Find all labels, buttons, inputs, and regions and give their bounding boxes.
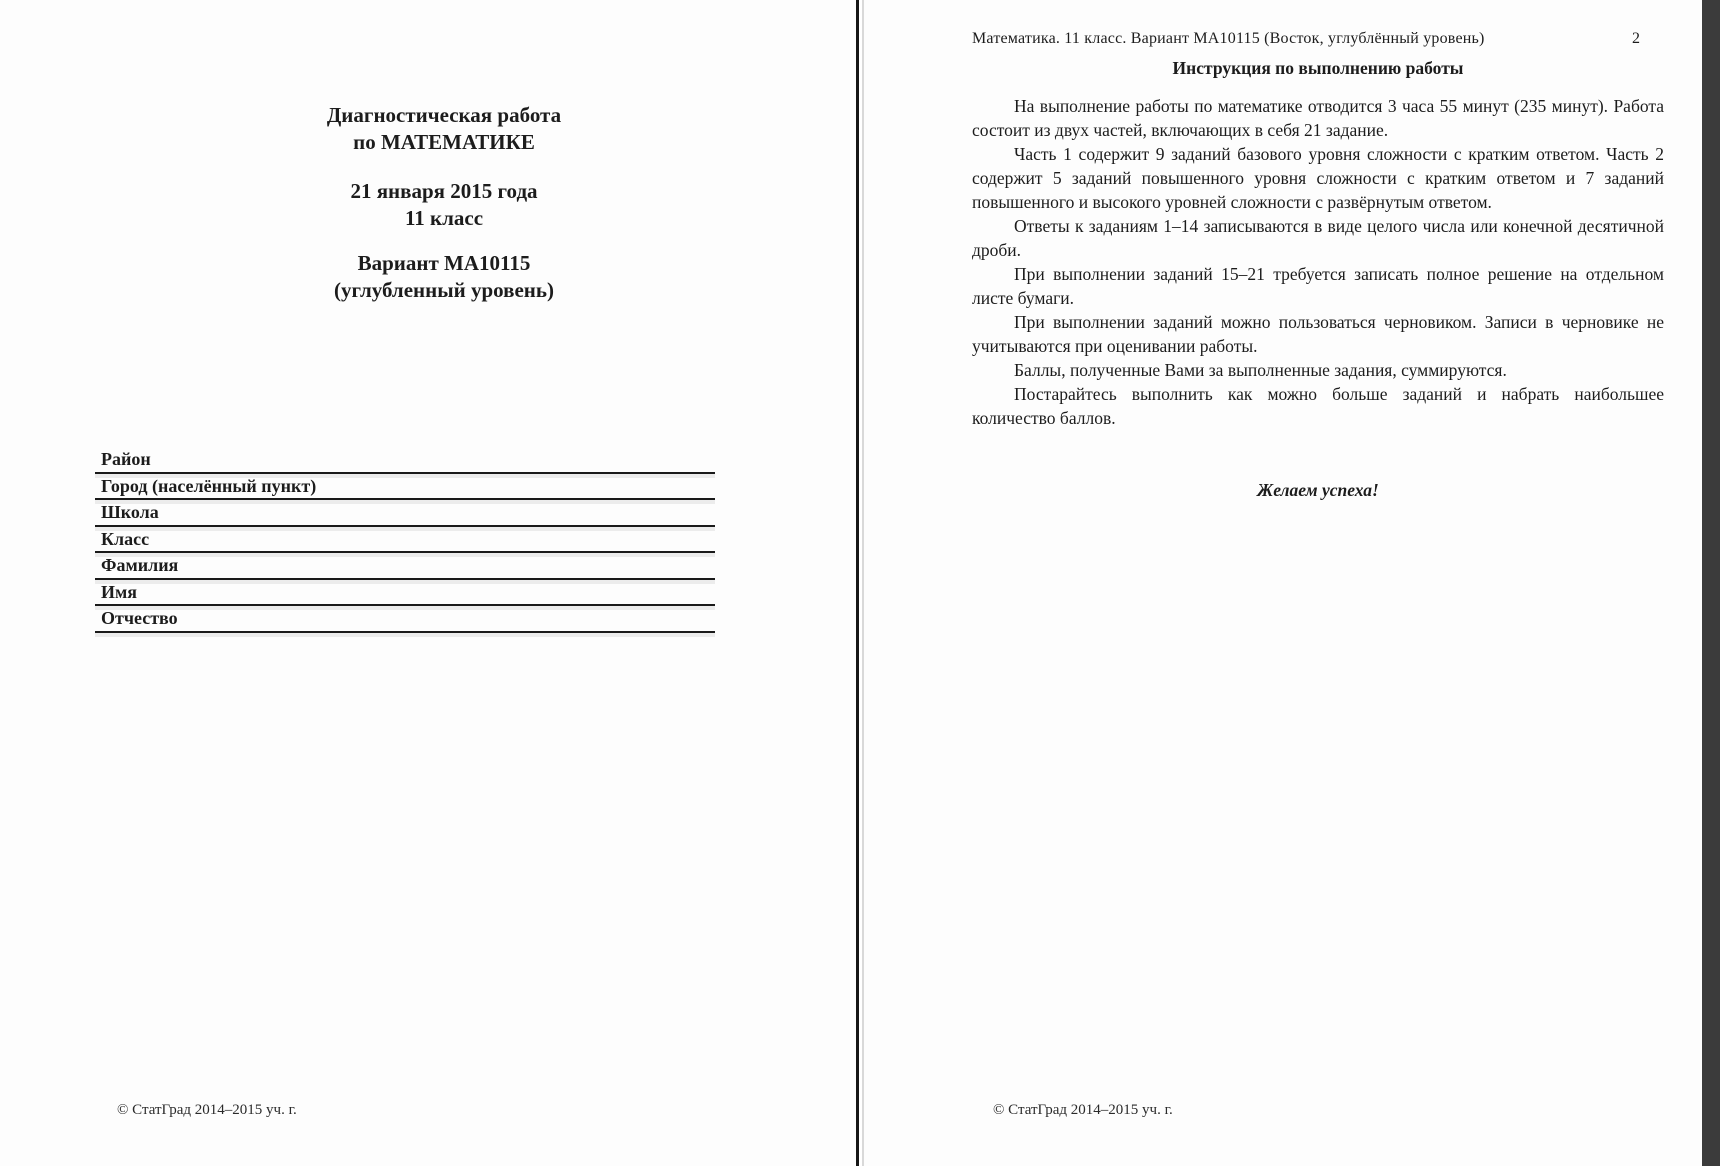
student-info-form [95, 447, 715, 633]
doc-title-line-2: по МАТЕМАТИКЕ [353, 130, 535, 154]
variant-number: Вариант МА10115 [357, 251, 531, 275]
form-field-label: Фамилия [101, 555, 179, 575]
form-field-class [95, 527, 715, 554]
right-edge-strip [1702, 0, 1720, 1166]
form-field-label: Город (населённый пункт) [101, 475, 317, 496]
form-field-label: Школа [101, 502, 159, 522]
form-field-label: Класс [101, 528, 150, 549]
success-wish: Желаем успеха! [1257, 480, 1379, 500]
doc-title-line-1: Диагностическая работа [326, 103, 562, 127]
document-page-right [864, 0, 1702, 1166]
instruction-paragraph: На выполнение работы по математике отводится 3 часа 55 минут (235 минут). Работа состоит из двух частей, включающих в себя 21 задание. [972, 96, 1664, 140]
form-field-label: Отчество [101, 608, 178, 628]
page-divider-line [856, 0, 859, 1166]
form-field-surname [95, 553, 715, 580]
form-field-label: Имя [101, 581, 137, 602]
instructions-title: Инструкция по выполнению работы [1172, 58, 1464, 78]
form-field-city [95, 474, 715, 501]
form-field-label: Район [101, 449, 151, 469]
instructions-body [972, 94, 1664, 430]
exam-date: 21 января 2015 года [350, 179, 538, 203]
spacer [144, 232, 744, 250]
instruction-paragraph: Часть 1 содержит 9 заданий базового уровня сложности с кратким ответом. Часть 2 содержит 5 заданий повышенного уровня сложности с кратким ответом и 7 заданий повышенного и высокого уровней сложности с развёрнутым ответом. [972, 144, 1664, 212]
instruction-paragraph: Ответы к заданиям 1–14 записываются в виде целого числа или конечной десятичной дроби. [972, 216, 1664, 260]
instruction-paragraph: Постарайтесь выполнить как можно больше заданий и набрать наибольшее количество баллов. [972, 384, 1664, 428]
page-number: 2 [1632, 30, 1640, 47]
form-field-school [95, 500, 715, 527]
copyright-right: © СтатГрад 2014–2015 уч. г. [993, 1102, 1173, 1118]
form-field-district [95, 447, 715, 474]
instruction-paragraph: При выполнении заданий можно пользоваться черновиком. Записи в черновике не учитываются при оценивании работы. [972, 312, 1664, 356]
variant-level: (углубленный уровень) [333, 278, 554, 302]
exam-grade: 11 класс [404, 206, 484, 230]
form-field-name [95, 580, 715, 607]
document-page-left [0, 0, 856, 1166]
cover-title-block [144, 102, 744, 304]
running-header: Математика. 11 класс. Вариант МА10115 (Восток, углублённый уровень) [972, 30, 1485, 47]
form-field-patronymic [95, 606, 715, 633]
spacer [144, 156, 744, 178]
copyright-left: © СтатГрад 2014–2015 уч. г. [117, 1102, 297, 1118]
instruction-paragraph: Баллы, полученные Вами за выполненные задания, суммируются. [1014, 360, 1507, 380]
instruction-paragraph: При выполнении заданий 15–21 требуется записать полное решение на отдельном листе бумаги. [972, 264, 1664, 308]
